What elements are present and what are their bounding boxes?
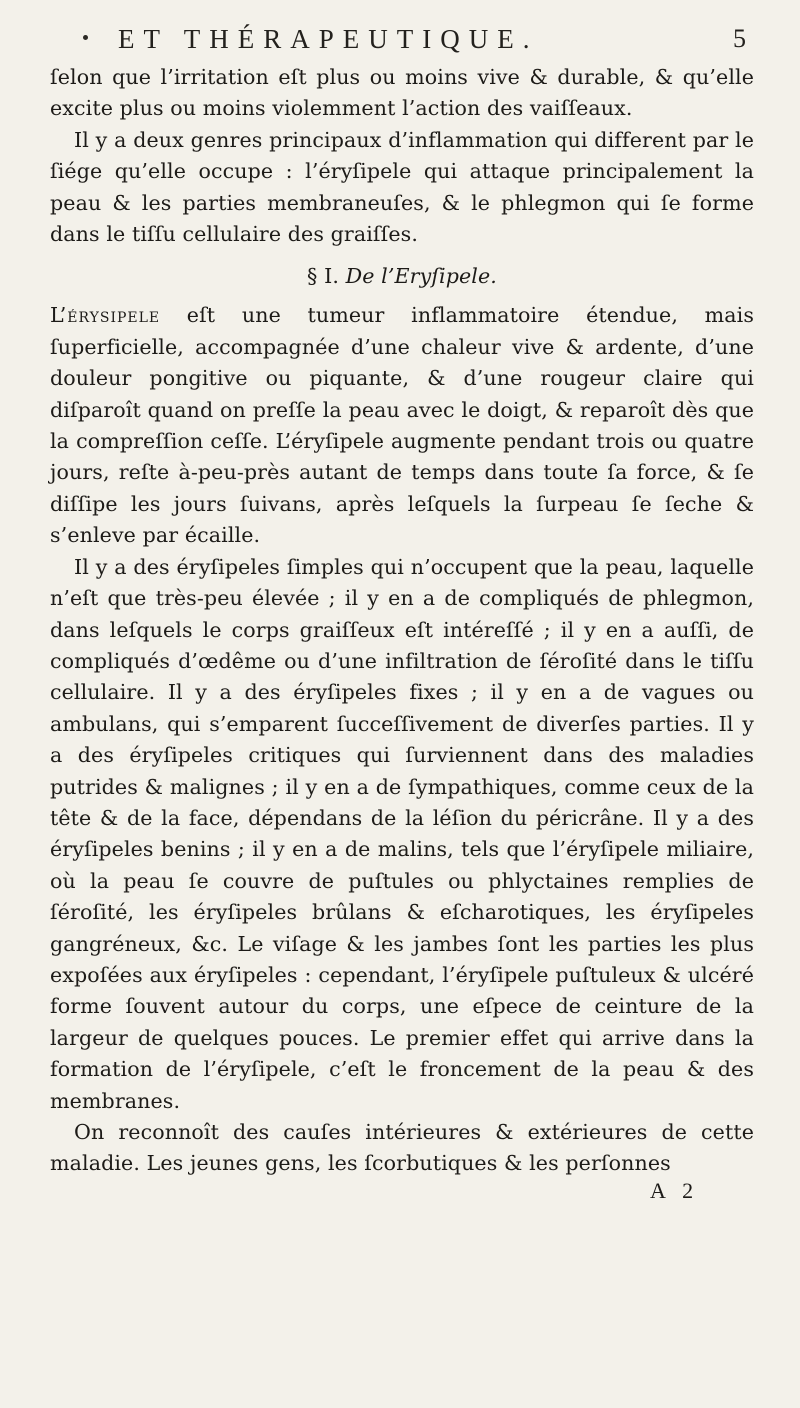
paragraph-genres: Il y a deux genres principaux d’inflammation qui different par le ſiége qu’elle occupe : l’éryſipele qui attaque principalement la peau & les parties membraneuſes, & le phlegmon qui ſe forme dans le tiſſu cellulaire des graiſſes. <box>50 127 754 247</box>
ink-dot <box>83 35 88 40</box>
section-number: § I. <box>307 264 339 289</box>
page-number: 5 <box>733 24 746 53</box>
paragraph-definition-text: eſt une tumeur inflammatoire étendue, mais ſuperficielle, accompagnée d’une chaleur vive & ardente, d’une douleur pongitive ou piquante, & d’une rougeur claire qui diſparoît quand on preſſe la peau avec le doigt, & reparoît dès que la compreſſion ceſſe. L’éryſipele augmente pendant trois ou quatre jours, reſte à-peu-près autant de temps dans toute ſa force, & ſe diſſipe les jours ſuivans, après leſquels la ſurpeau ſe ſeche & s’enleve par écaille. <box>50 303 754 548</box>
paragraph-types: Il y a des éryſipeles ſimples qui n’occupent que la peau, laquelle n’eſt que très-peu élevée ; il y en a de compliqués de phlegmon, dans leſquels le corps graiſſeux eſt intéreſſé ; il y en a auſſi, de compliqués d’œdême ou d’une infiltration de ſéroſité dans le tiſſu cellulaire. Il y a des éryſipeles fixes ; il y en a de vagues ou ambulans, qui s’emparent ſucceſſivement de diverſes parties. Il y a des éryſipeles critiques qui ſurviennent dans des maladies putrides & malignes ; il y en a de ſympathiques, comme ceux de la tête & de la face, dépendans de la léſion du péricrâne. Il y a des éryſipeles benins ; il y en a de malins, tels que l’éryſipele miliaire, où la peau ſe couvre de puſtules ou phlyctaines remplies de ſéroſité, les éryſipeles brûlans & eſcharotiques, les éryſipeles gangréneux, &c. Le viſage & les jambes ſont les parties les plus expoſées aux éryſipeles : cependant, l’éryſipele puſtuleux & ulcéré forme ſouvent autour du corps, une eſpece de ceinture de la largeur de quelques pouces. Le premier effet qui arrive dans la formation de l’éryſipele, c’eſt le froncement de la peau & des membranes. <box>50 554 754 1113</box>
signature-text: A 2 <box>650 1177 700 1203</box>
signature-mark <box>50 1177 754 1214</box>
running-head <box>50 20 754 58</box>
paragraph-definition <box>50 300 754 551</box>
section-title-text: De l’Eryſipele. <box>345 264 497 289</box>
section-heading <box>50 260 754 292</box>
body-text <box>50 62 754 1180</box>
lead-word: L’érysipele <box>50 303 161 328</box>
paragraph-causes: On reconnoît des cauſes intérieures & extérieures de cette maladie. Les jeunes gens, les ſcorbutiques & les perſonnes <box>50 1120 754 1176</box>
paragraph-continued: ſelon que l’irritation eſt plus ou moins vive & durable, & qu’elle excite plus ou moins violemment l’action des vaiſſeaux. <box>50 65 754 121</box>
running-title: ET THÉRAPEUTIQUE. <box>118 24 539 54</box>
